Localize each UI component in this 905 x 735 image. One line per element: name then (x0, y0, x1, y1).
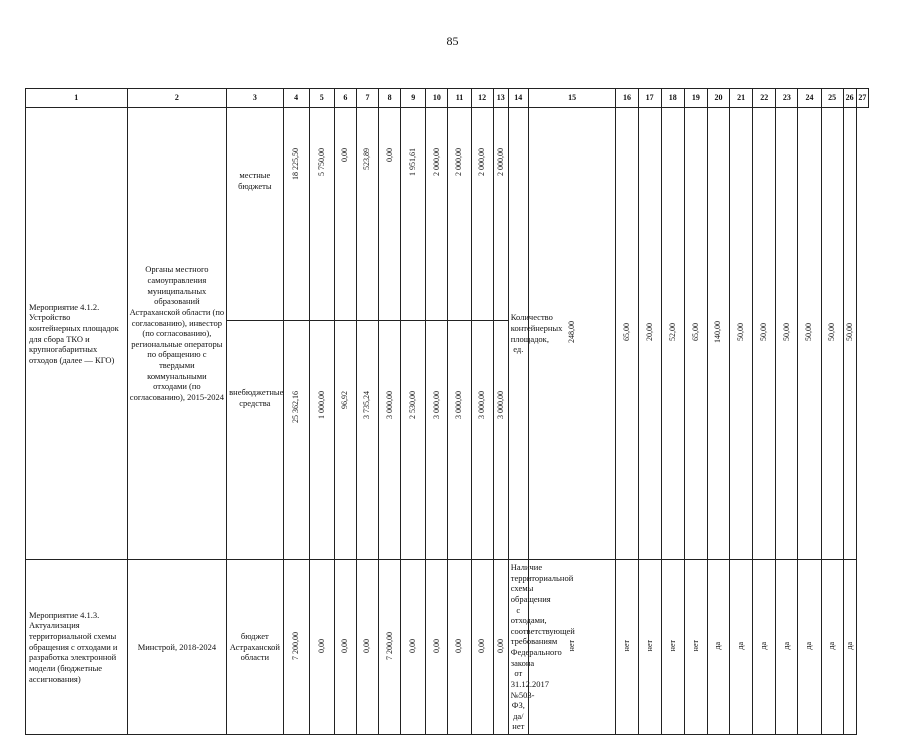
column-header: 22 (753, 89, 776, 108)
value-text: 0,00 (454, 638, 464, 653)
value-text: да (759, 642, 769, 650)
value-cell (426, 321, 448, 560)
value-cell (401, 108, 426, 321)
value-cell (528, 108, 616, 560)
value-cell (798, 108, 821, 560)
value-cell (356, 560, 378, 735)
value-text: 248,00 (567, 321, 577, 344)
value-text: да (804, 642, 814, 650)
value-text: 2 000,00 (477, 148, 487, 176)
value-cell (334, 108, 356, 321)
value-text: 20,00 (644, 323, 654, 342)
value-text: да (713, 642, 723, 650)
value-cell (356, 321, 378, 560)
value-cell (776, 108, 798, 560)
value-text: 3 735,24 (362, 391, 372, 419)
value-text: нет (621, 640, 631, 652)
value-cell (448, 321, 471, 560)
column-header: 20 (707, 89, 729, 108)
value-text: 2 000,00 (431, 148, 441, 176)
value-text: да (844, 642, 854, 650)
column-header: 19 (684, 89, 707, 108)
value-cell (334, 321, 356, 560)
value-cell (638, 108, 661, 560)
value-text: нет (690, 640, 700, 652)
value-cell (356, 108, 378, 321)
column-header: 13 (493, 89, 508, 108)
value-cell (821, 560, 843, 735)
value-cell (334, 560, 356, 735)
value-text: 65,00 (621, 323, 631, 342)
measure-title: Мероприятие 4.1.3. Актуализация территориальной схемы обращения с отходами и разработка электронной модели (бюджетные ассигнования) (26, 560, 128, 735)
column-header: 17 (638, 89, 661, 108)
value-cell (379, 560, 401, 735)
value-text: 140,00 (713, 321, 723, 344)
column-header: 25 (821, 89, 843, 108)
funding-source: внебюджетные средства (227, 321, 283, 560)
value-cell (616, 108, 638, 560)
column-header: 4 (283, 89, 309, 108)
value-text: 50,00 (827, 323, 837, 342)
value-text: да (736, 642, 746, 650)
column-header: 2 (127, 89, 227, 108)
value-cell (821, 108, 843, 560)
value-text: 0,00 (362, 638, 372, 653)
value-text: 0,00 (431, 638, 441, 653)
program-table (25, 88, 869, 735)
value-text: 25 362,16 (291, 391, 301, 423)
value-cell (471, 108, 493, 321)
value-text: 0,00 (340, 148, 350, 162)
column-header: 11 (448, 89, 471, 108)
table-row (26, 560, 869, 735)
value-cell (283, 321, 309, 560)
value-text: 5 750,00 (316, 148, 326, 176)
column-header: 23 (776, 89, 798, 108)
value-text: 50,00 (844, 323, 854, 342)
value-text: 3 000,00 (454, 391, 464, 419)
value-text: 3 000,00 (495, 391, 505, 419)
value-text: 523,89 (362, 148, 372, 170)
value-text: нет (644, 640, 654, 652)
value-cell (493, 108, 508, 321)
value-cell (493, 560, 508, 735)
measure-title: Мероприятие 4.1.2. Устройство контейнерных площадок для сбора ТКО и крупногабаритных отходов (далее — КГО) (26, 108, 128, 560)
column-header: 3 (227, 89, 283, 108)
value-text: 50,00 (781, 323, 791, 342)
header-row (26, 89, 869, 108)
value-text: 0,00 (316, 638, 326, 653)
value-text: 1 951,61 (408, 148, 418, 176)
value-text: 0,00 (477, 638, 487, 653)
value-cell (730, 560, 753, 735)
value-cell (283, 560, 309, 735)
value-cell (684, 108, 707, 560)
value-cell (753, 560, 776, 735)
value-text: 50,00 (759, 323, 769, 342)
value-text: 50,00 (736, 323, 746, 342)
funding-source: местные бюджеты (227, 108, 283, 321)
column-header: 6 (334, 89, 356, 108)
value-text: 2 000,00 (495, 148, 505, 176)
value-text: 1 000,00 (316, 391, 326, 419)
value-cell (471, 321, 493, 560)
value-cell (379, 321, 401, 560)
value-cell (730, 108, 753, 560)
value-text: 0,00 (384, 148, 394, 162)
value-cell (309, 321, 334, 560)
value-text: 18 225,50 (291, 148, 301, 180)
value-cell (426, 560, 448, 735)
column-header: 21 (730, 89, 753, 108)
value-text: 2 000,00 (454, 148, 464, 176)
column-header: 18 (661, 89, 684, 108)
value-text: 3 000,00 (477, 391, 487, 419)
value-cell (401, 321, 426, 560)
value-cell (493, 321, 508, 560)
value-text: нет (567, 640, 577, 652)
value-cell (843, 560, 856, 735)
value-cell (661, 560, 684, 735)
value-text: 65,00 (690, 323, 700, 342)
value-text: 7 200,00 (384, 631, 394, 660)
column-header: 14 (508, 89, 528, 108)
indicator-cell: Наличие территориальной схемы обращения с отходами, соответствующей требованиям Федерального закона от 31.12.2017 №503-ФЗ, да/нет (508, 560, 528, 735)
value-cell (426, 108, 448, 321)
value-text: 3 000,00 (384, 391, 394, 419)
column-header: 7 (356, 89, 378, 108)
value-text: да (781, 642, 791, 650)
value-cell (661, 108, 684, 560)
executor-cell: Органы местного самоуправления муниципальных образований Астраханской области (по согласованию), инвестор (по согласованию), региональные операторы по обращению с твердыми коммунальными отходами (по согласованию), 2015-2024 (127, 108, 227, 560)
column-header: 1 (26, 89, 128, 108)
column-header: 15 (528, 89, 616, 108)
value-cell (528, 560, 616, 735)
value-cell (379, 108, 401, 321)
value-cell (776, 560, 798, 735)
value-text: 3 000,00 (431, 391, 441, 419)
column-header: 5 (309, 89, 334, 108)
column-header: 9 (401, 89, 426, 108)
value-cell (448, 560, 471, 735)
column-header: 16 (616, 89, 638, 108)
value-cell (309, 560, 334, 735)
column-header: 10 (426, 89, 448, 108)
value-text: 50,00 (804, 323, 814, 342)
table-row (26, 108, 869, 321)
value-cell (309, 108, 334, 321)
value-cell (753, 108, 776, 560)
value-cell (283, 108, 309, 321)
value-cell (707, 108, 729, 560)
value-text: нет (667, 640, 677, 652)
value-cell (638, 560, 661, 735)
value-text: 0,00 (340, 638, 350, 653)
value-cell (798, 560, 821, 735)
value-cell (684, 560, 707, 735)
value-text: 0,00 (495, 638, 505, 653)
value-cell (707, 560, 729, 735)
value-text: 2 530,00 (408, 391, 418, 419)
column-header: 24 (798, 89, 821, 108)
value-cell (448, 108, 471, 321)
column-header: 27 (856, 89, 868, 108)
value-cell (616, 560, 638, 735)
value-text: 96,92 (340, 391, 350, 409)
value-text: 52,00 (667, 323, 677, 342)
value-text: да (827, 642, 837, 650)
value-text: 7 200,00 (291, 631, 301, 660)
value-cell (471, 560, 493, 735)
column-header: 12 (471, 89, 493, 108)
value-cell (843, 108, 856, 560)
indicator-cell: Количество контейнерных площадок, ед. (508, 108, 528, 560)
funding-source: бюджет Астраханской области (227, 560, 283, 735)
page-number: 85 (446, 34, 459, 48)
value-text: 0,00 (408, 638, 418, 653)
column-header: 26 (843, 89, 856, 108)
column-header: 8 (379, 89, 401, 108)
executor-cell: Минстрой, 2018-2024 (127, 560, 227, 735)
value-cell (401, 560, 426, 735)
